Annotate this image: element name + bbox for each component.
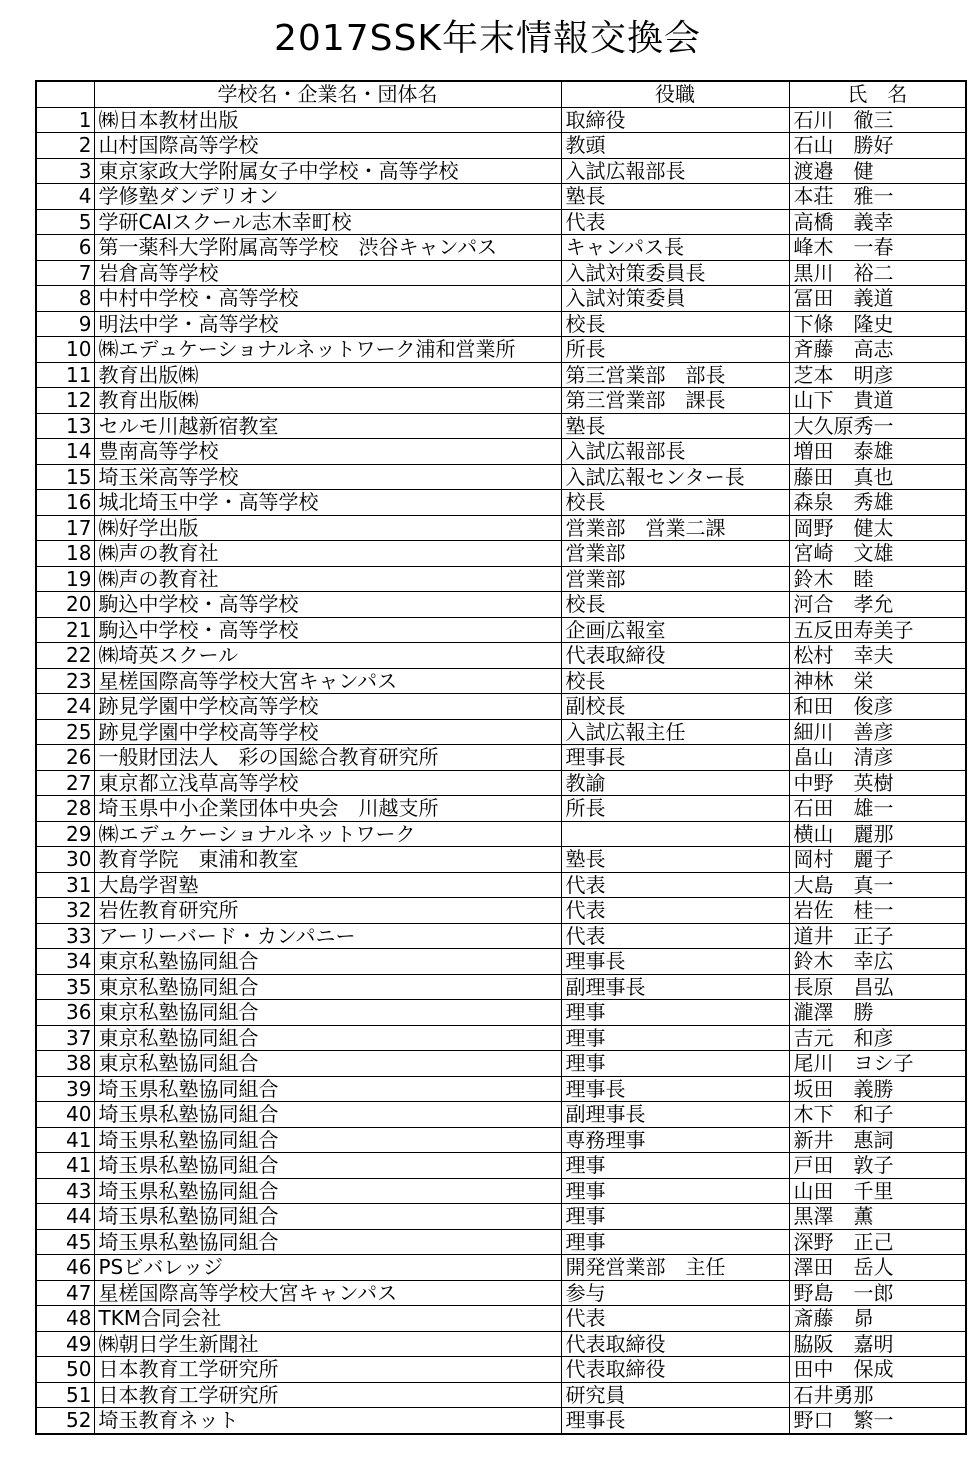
name-cell: 渡邉 健 (789, 158, 966, 184)
org-cell: 埼玉県私塾協同組合 (94, 1102, 561, 1128)
name-cell: 尾川 ヨシ子 (789, 1051, 966, 1077)
row-number: 21 (36, 617, 94, 643)
role-cell: 代表 (561, 898, 789, 924)
table-row (36, 719, 966, 745)
org-cell: 埼玉県私塾協同組合 (94, 1229, 561, 1255)
table-row (36, 515, 966, 541)
name-cell: 冨田 義道 (789, 286, 966, 312)
row-number: 31 (36, 872, 94, 898)
name-cell: 細川 善彦 (789, 719, 966, 745)
row-number: 35 (36, 974, 94, 1000)
name-cell: 森泉 秀雄 (789, 490, 966, 516)
table-row (36, 1229, 966, 1255)
org-cell: 中村中学校・高等学校 (94, 286, 561, 312)
header-name: 氏 名 (789, 81, 966, 107)
org-cell: 東京家政大学附属女子中学校・高等学校 (94, 158, 561, 184)
row-number: 17 (36, 515, 94, 541)
org-cell: 埼玉県私塾協同組合 (94, 1076, 561, 1102)
table-row (36, 974, 966, 1000)
org-cell: 東京私塾協同組合 (94, 1051, 561, 1077)
role-cell: 入試広報部長 (561, 439, 789, 465)
row-number: 52 (36, 1408, 94, 1434)
table-row (36, 209, 966, 235)
role-cell: 所長 (561, 796, 789, 822)
row-number: 15 (36, 464, 94, 490)
row-number: 14 (36, 439, 94, 465)
name-cell: 澤田 岳人 (789, 1255, 966, 1281)
name-cell: 和田 俊彦 (789, 694, 966, 720)
org-cell: 学研CAIスクール志木幸町校 (94, 209, 561, 235)
name-cell: 深野 正己 (789, 1229, 966, 1255)
row-number: 3 (36, 158, 94, 184)
org-cell: ㈱エデュケーショナルネットワーク (94, 821, 561, 847)
role-cell: 校長 (561, 592, 789, 618)
name-cell: 河合 孝允 (789, 592, 966, 618)
table-row (36, 1051, 966, 1077)
org-cell: 星槎国際高等学校大宮キャンパス (94, 668, 561, 694)
table-row (36, 872, 966, 898)
org-cell: 跡見学園中学校高等学校 (94, 719, 561, 745)
name-cell: 鈴木 幸広 (789, 949, 966, 975)
header-row (36, 81, 966, 107)
role-cell: 入試対策委員長 (561, 260, 789, 286)
role-cell: 専務理事 (561, 1127, 789, 1153)
row-number: 12 (36, 388, 94, 414)
row-number: 13 (36, 413, 94, 439)
row-number: 16 (36, 490, 94, 516)
table-row (36, 1382, 966, 1408)
role-cell: 理事長 (561, 745, 789, 771)
role-cell: 校長 (561, 490, 789, 516)
name-cell: 道井 正子 (789, 923, 966, 949)
row-number: 48 (36, 1306, 94, 1332)
role-cell: 代表取締役 (561, 1331, 789, 1357)
org-cell: 東京都立浅草高等学校 (94, 770, 561, 796)
page-title: 2017SSK年末情報交換会 (274, 18, 701, 59)
name-cell: 神林 栄 (789, 668, 966, 694)
name-cell: 岩佐 桂一 (789, 898, 966, 924)
name-cell: 石田 雄一 (789, 796, 966, 822)
org-cell: 東京私塾協同組合 (94, 974, 561, 1000)
name-cell: 五反田寿美子 (789, 617, 966, 643)
name-cell: 田中 保成 (789, 1357, 966, 1383)
org-cell: ㈱エデュケーショナルネットワーク浦和営業所 (94, 337, 561, 363)
name-cell: 斉藤 高志 (789, 337, 966, 363)
table-row (36, 1255, 966, 1281)
role-cell: 理事 (561, 1204, 789, 1230)
table-row (36, 1102, 966, 1128)
role-cell: 副校長 (561, 694, 789, 720)
org-cell: 一般財団法人 彩の国総合教育研究所 (94, 745, 561, 771)
org-cell: ㈱好学出版 (94, 515, 561, 541)
role-cell: 理事長 (561, 1408, 789, 1434)
table-row (36, 464, 966, 490)
table-row (36, 107, 966, 133)
row-number: 28 (36, 796, 94, 822)
role-cell: 入試広報部長 (561, 158, 789, 184)
role-cell: 入試広報センター長 (561, 464, 789, 490)
row-number: 38 (36, 1051, 94, 1077)
role-cell: 代表取締役 (561, 1357, 789, 1383)
table-row (36, 413, 966, 439)
org-cell: 埼玉教育ネット (94, 1408, 561, 1434)
name-cell: 下條 隆史 (789, 311, 966, 337)
row-number: 20 (36, 592, 94, 618)
name-cell: 大島 真一 (789, 872, 966, 898)
table-row (36, 592, 966, 618)
org-cell: TKM合同会社 (94, 1306, 561, 1332)
table-row (36, 1280, 966, 1306)
org-cell: 岩倉高等学校 (94, 260, 561, 286)
table-row (36, 286, 966, 312)
role-cell: 所長 (561, 337, 789, 363)
table-row (36, 1357, 966, 1383)
name-cell: 斎藤 昴 (789, 1306, 966, 1332)
table-row (36, 541, 966, 567)
org-cell: PSビバレッジ (94, 1255, 561, 1281)
name-cell: 鈴木 睦 (789, 566, 966, 592)
role-cell: 教頭 (561, 133, 789, 159)
role-cell: 入試対策委員 (561, 286, 789, 312)
role-cell: 理事長 (561, 1076, 789, 1102)
table-row (36, 949, 966, 975)
table-row (36, 388, 966, 414)
org-cell: 埼玉県中小企業団体中央会 川越支所 (94, 796, 561, 822)
table-row (36, 770, 966, 796)
role-cell: 塾長 (561, 413, 789, 439)
row-number: 46 (36, 1255, 94, 1281)
role-cell: 代表 (561, 209, 789, 235)
row-number: 44 (36, 1204, 94, 1230)
org-cell: 駒込中学校・高等学校 (94, 592, 561, 618)
org-cell: セルモ川越新宿教室 (94, 413, 561, 439)
name-cell: 藤田 真也 (789, 464, 966, 490)
name-cell: 坂田 義勝 (789, 1076, 966, 1102)
table-row (36, 617, 966, 643)
org-cell: ㈱日本教材出版 (94, 107, 561, 133)
row-number: 27 (36, 770, 94, 796)
table-row (36, 1025, 966, 1051)
org-cell: 東京私塾協同組合 (94, 1025, 561, 1051)
role-cell: 入試広報主任 (561, 719, 789, 745)
org-cell: 埼玉県私塾協同組合 (94, 1178, 561, 1204)
name-cell: 岡村 麗子 (789, 847, 966, 873)
name-cell: 木下 和子 (789, 1102, 966, 1128)
name-cell: 岡野 健太 (789, 515, 966, 541)
table-row (36, 337, 966, 363)
name-cell: 長原 昌弘 (789, 974, 966, 1000)
org-cell: 明法中学・高等学校 (94, 311, 561, 337)
name-cell: 野口 繁一 (789, 1408, 966, 1434)
table-row (36, 566, 966, 592)
table-row (36, 1331, 966, 1357)
org-cell: 星槎国際高等学校大宮キャンパス (94, 1280, 561, 1306)
role-cell: 代表 (561, 1306, 789, 1332)
role-cell: 営業部 (561, 566, 789, 592)
table-row (36, 1408, 966, 1434)
header-role: 役職 (561, 81, 789, 107)
org-cell: 岩佐教育研究所 (94, 898, 561, 924)
name-cell: 畠山 清彦 (789, 745, 966, 771)
org-cell: 埼玉県私塾協同組合 (94, 1153, 561, 1179)
name-cell: 山下 貴道 (789, 388, 966, 414)
row-number: 45 (36, 1229, 94, 1255)
row-number: 41 (36, 1153, 94, 1179)
org-cell: 教育学院 東浦和教室 (94, 847, 561, 873)
table-body (36, 107, 966, 1434)
table-row (36, 1306, 966, 1332)
org-cell: 豊南高等学校 (94, 439, 561, 465)
name-cell: 吉元 和彦 (789, 1025, 966, 1051)
role-cell: 企画広報室 (561, 617, 789, 643)
row-number: 6 (36, 235, 94, 261)
name-cell: 新井 惠詞 (789, 1127, 966, 1153)
role-cell: 理事 (561, 1229, 789, 1255)
table-row (36, 1076, 966, 1102)
row-number: 36 (36, 1000, 94, 1026)
role-cell (561, 821, 789, 847)
name-cell: 高橋 義幸 (789, 209, 966, 235)
table-row (36, 439, 966, 465)
header-number (36, 81, 94, 107)
row-number: 19 (36, 566, 94, 592)
name-cell: 黒川 裕二 (789, 260, 966, 286)
row-number: 34 (36, 949, 94, 975)
name-cell: 松村 幸夫 (789, 643, 966, 669)
name-cell: 横山 麗那 (789, 821, 966, 847)
role-cell: 代表 (561, 923, 789, 949)
table-row (36, 796, 966, 822)
org-cell: 埼玉県私塾協同組合 (94, 1204, 561, 1230)
role-cell: 営業部 (561, 541, 789, 567)
row-number: 30 (36, 847, 94, 873)
row-number: 22 (36, 643, 94, 669)
org-cell: ㈱朝日学生新聞社 (94, 1331, 561, 1357)
org-cell: 学修塾ダンデリオン (94, 184, 561, 210)
table-row (36, 1153, 966, 1179)
role-cell: 営業部 営業二課 (561, 515, 789, 541)
row-number: 5 (36, 209, 94, 235)
org-cell: 大島学習塾 (94, 872, 561, 898)
row-number: 43 (36, 1178, 94, 1204)
role-cell: 理事 (561, 1025, 789, 1051)
table-row (36, 898, 966, 924)
table-row (36, 923, 966, 949)
role-cell: 塾長 (561, 184, 789, 210)
table-row (36, 1178, 966, 1204)
table-row (36, 311, 966, 337)
row-number: 49 (36, 1331, 94, 1357)
row-number: 23 (36, 668, 94, 694)
name-cell: 宮崎 文雄 (789, 541, 966, 567)
name-cell: 峰木 一春 (789, 235, 966, 261)
row-number: 1 (36, 107, 94, 133)
row-number: 50 (36, 1357, 94, 1383)
row-number: 39 (36, 1076, 94, 1102)
org-cell: 日本教育工学研究所 (94, 1357, 561, 1383)
table-row (36, 745, 966, 771)
row-number: 8 (36, 286, 94, 312)
role-cell: 理事 (561, 1051, 789, 1077)
row-number: 25 (36, 719, 94, 745)
row-number: 33 (36, 923, 94, 949)
role-cell: 参与 (561, 1280, 789, 1306)
org-cell: 東京私塾協同組合 (94, 1000, 561, 1026)
row-number: 2 (36, 133, 94, 159)
name-cell: 野島 一郎 (789, 1280, 966, 1306)
name-cell: 石井勇那 (789, 1382, 966, 1408)
table-row (36, 235, 966, 261)
row-number: 51 (36, 1382, 94, 1408)
name-cell: 脇阪 嘉明 (789, 1331, 966, 1357)
name-cell: 石山 勝好 (789, 133, 966, 159)
row-number: 47 (36, 1280, 94, 1306)
row-number: 10 (36, 337, 94, 363)
header-org: 学校名・企業名・団体名 (94, 81, 561, 107)
org-cell: ㈱埼英スクール (94, 643, 561, 669)
table-row (36, 1204, 966, 1230)
name-cell: 山田 千里 (789, 1178, 966, 1204)
name-cell: 本荘 雅一 (789, 184, 966, 210)
table-row (36, 490, 966, 516)
table-row (36, 668, 966, 694)
role-cell: 開発営業部 主任 (561, 1255, 789, 1281)
table-row (36, 821, 966, 847)
row-number: 41 (36, 1127, 94, 1153)
role-cell: 理事長 (561, 949, 789, 975)
table-row (36, 362, 966, 388)
role-cell: 副理事長 (561, 974, 789, 1000)
row-number: 37 (36, 1025, 94, 1051)
org-cell: 山村国際高等学校 (94, 133, 561, 159)
org-cell: 教育出版㈱ (94, 362, 561, 388)
row-number: 26 (36, 745, 94, 771)
name-cell: 石川 徹三 (789, 107, 966, 133)
org-cell: ㈱声の教育社 (94, 541, 561, 567)
name-cell: 増田 泰雄 (789, 439, 966, 465)
row-number: 18 (36, 541, 94, 567)
role-cell: 第三営業部 部長 (561, 362, 789, 388)
org-cell: 埼玉栄高等学校 (94, 464, 561, 490)
org-cell: 駒込中学校・高等学校 (94, 617, 561, 643)
role-cell: 研究員 (561, 1382, 789, 1408)
org-cell: アーリーバード・カンパニー (94, 923, 561, 949)
table-row (36, 1000, 966, 1026)
table-row (36, 694, 966, 720)
table-row (36, 158, 966, 184)
role-cell: 代表取締役 (561, 643, 789, 669)
row-number: 4 (36, 184, 94, 210)
org-cell: 跡見学園中学校高等学校 (94, 694, 561, 720)
name-cell: 大久原秀一 (789, 413, 966, 439)
org-cell: 教育出版㈱ (94, 388, 561, 414)
role-cell: 副理事長 (561, 1102, 789, 1128)
table-row (36, 184, 966, 210)
table-row (36, 1127, 966, 1153)
role-cell: 塾長 (561, 847, 789, 873)
row-number: 7 (36, 260, 94, 286)
role-cell: 理事 (561, 1000, 789, 1026)
table-row (36, 133, 966, 159)
row-number: 32 (36, 898, 94, 924)
role-cell: 教諭 (561, 770, 789, 796)
name-cell: 中野 英樹 (789, 770, 966, 796)
attendee-table (35, 80, 967, 1435)
table-row (36, 260, 966, 286)
role-cell: 校長 (561, 311, 789, 337)
role-cell: 校長 (561, 668, 789, 694)
role-cell: 理事 (561, 1178, 789, 1204)
table-row (36, 643, 966, 669)
row-number: 29 (36, 821, 94, 847)
row-number: 40 (36, 1102, 94, 1128)
role-cell: キャンパス長 (561, 235, 789, 261)
name-cell: 黒澤 薫 (789, 1204, 966, 1230)
org-cell: ㈱声の教育社 (94, 566, 561, 592)
role-cell: 取締役 (561, 107, 789, 133)
role-cell: 理事 (561, 1153, 789, 1179)
org-cell: 日本教育工学研究所 (94, 1382, 561, 1408)
org-cell: 第一薬科大学附属高等学校 渋谷キャンパス (94, 235, 561, 261)
name-cell: 戸田 敦子 (789, 1153, 966, 1179)
name-cell: 瀧澤 勝 (789, 1000, 966, 1026)
row-number: 9 (36, 311, 94, 337)
org-cell: 東京私塾協同組合 (94, 949, 561, 975)
role-cell: 第三営業部 課長 (561, 388, 789, 414)
org-cell: 城北埼玉中学・高等学校 (94, 490, 561, 516)
row-number: 24 (36, 694, 94, 720)
row-number: 11 (36, 362, 94, 388)
role-cell: 代表 (561, 872, 789, 898)
table-row (36, 847, 966, 873)
name-cell: 芝本 明彦 (789, 362, 966, 388)
org-cell: 埼玉県私塾協同組合 (94, 1127, 561, 1153)
